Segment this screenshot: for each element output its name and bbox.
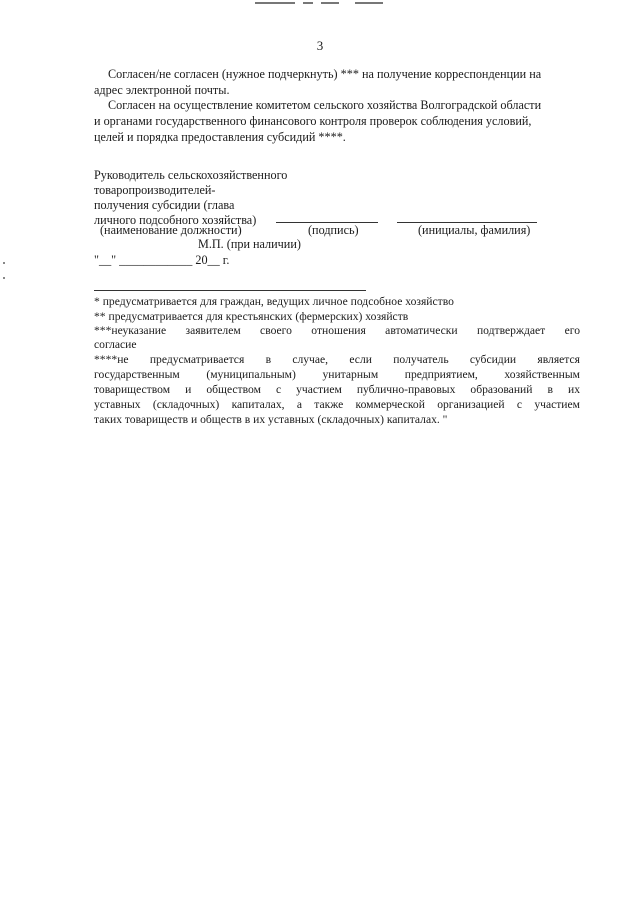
scan-artifact-dot	[3, 262, 5, 264]
label-signature: (подпись)	[308, 223, 359, 237]
signature-head-line-3: получения субсидии (глава	[94, 198, 235, 212]
footnote-4-line-5: таких товариществ и обществ в их уставных (складочных) капиталах. "	[94, 413, 448, 426]
consent-email-line-1: Согласен/не согласен (нужное подчеркнуть) *** на получение корреспонденции на	[108, 67, 542, 81]
stamp-label: М.П. (при наличии)	[198, 237, 301, 251]
consent-control-line-3: целей и порядка предоставления субсидий ****.	[94, 130, 346, 144]
footnote-3-line-2: согласие	[94, 338, 137, 351]
footnote-1: * предусматривается для граждан, ведущих личное подсобное хозяйство	[94, 295, 454, 308]
footnote-4-line-1: ****не предусматривается в случае, если получатель субсидии является	[94, 353, 580, 366]
scan-artifact-top	[255, 0, 395, 6]
footnote-4-line-3: товариществом и обществом с участием публично-правовых образований в их	[94, 383, 580, 396]
label-position: (наименование должности)	[100, 223, 242, 237]
consent-control-line-1: Согласен на осуществление комитетом сельского хозяйства Волгоградской области	[108, 98, 542, 112]
footnote-4-line-4: уставных (складочных) капиталах, а также коммерческой организацией с участием	[94, 398, 580, 411]
signature-head-line-2: товаропроизводителей-	[94, 183, 216, 197]
footnote-4-line-2: государственным (муниципальным) унитарным предприятием, хозяйственным	[94, 368, 580, 381]
footnote-3-line-1: ***неуказание заявителем своего отношения автоматически подтверждает его	[94, 324, 580, 337]
label-name: (инициалы, фамилия)	[418, 223, 531, 237]
page-number: 3	[316, 38, 324, 53]
consent-control-line-2: и органами государственного финансового контроля проверок соблюдения условий,	[94, 114, 532, 128]
footnote-2: ** предусматривается для крестьянских (фермерских) хозяйств	[94, 310, 409, 323]
scan-artifact-dot	[3, 277, 5, 279]
date-line: "__" ____________ 20__ г.	[94, 253, 230, 267]
footnote-separator	[94, 290, 366, 291]
signature-head-line-4: личного подсобного хозяйства)	[94, 213, 257, 227]
consent-email-line-2: адрес электронной почты.	[94, 83, 230, 97]
signature-head-line-1: Руководитель сельскохозяйственного	[94, 168, 288, 182]
